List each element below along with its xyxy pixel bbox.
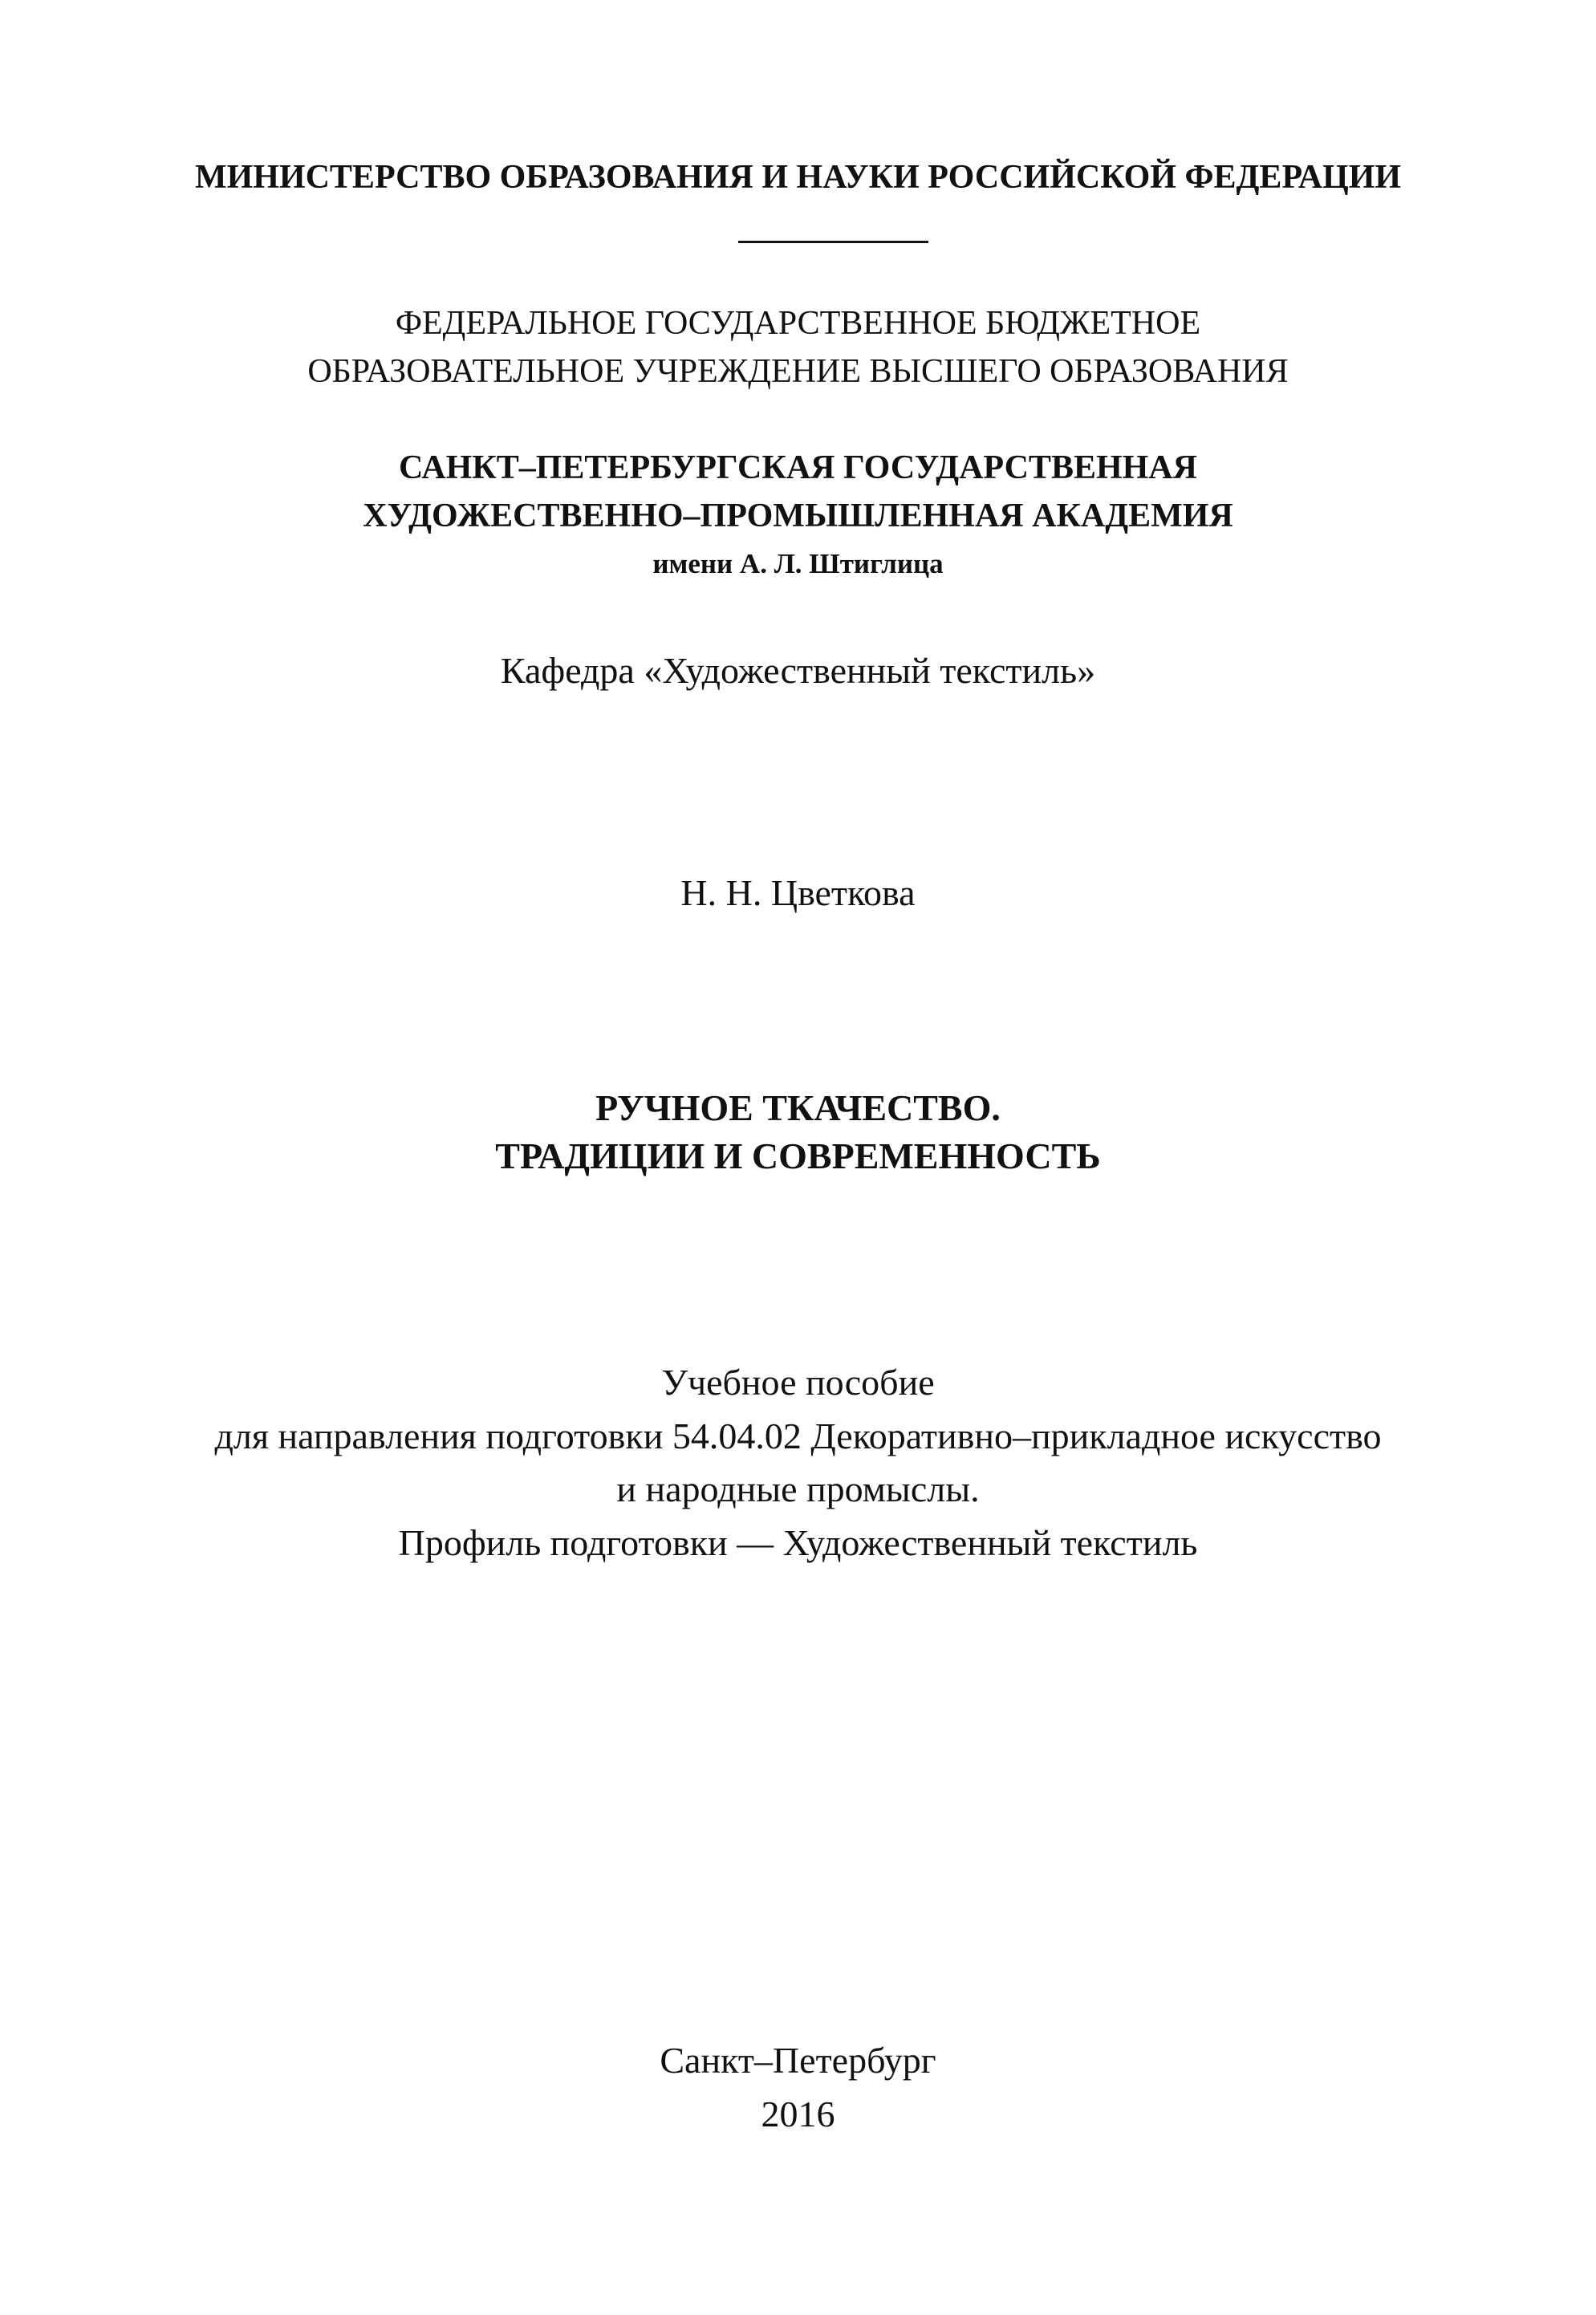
description-line2: для направления подготовки 54.04.02 Декоративно–прикладное искусство [214,1415,1382,1456]
description-line3: и народные промыслы. [616,1468,980,1509]
book-title-line2: ТРАДИЦИИ И СОВРЕМЕННОСТЬ [495,1135,1101,1176]
institution-type-line1: ФЕДЕРАЛЬНОЕ ГОСУДАРСТВЕННОЕ БЮДЖЕТНОЕ [395,305,1201,342]
description-line4: Профиль подготовки — Художественный текстиль [398,1522,1198,1563]
department-name: Кафедра «Художественный текстиль» [500,650,1096,691]
description-line1: Учебное пособие [661,1362,935,1403]
academy-name-line1: САНКТ–ПЕТЕРБУРГСКАЯ ГОСУДАРСТВЕННАЯ [399,449,1197,486]
institution-type-line2: ОБРАЗОВАТЕЛЬНОЕ УЧРЕЖДЕНИЕ ВЫСШЕГО ОБРАЗОВАНИЯ [307,353,1289,390]
ministry-heading: МИНИСТЕРСТВО ОБРАЗОВАНИЯ И НАУКИ РОССИЙСКОЙ ФЕДЕРАЦИИ [194,159,1402,196]
academy-name-line2: ХУДОЖЕСТВЕННО–ПРОМЫШЛЕННАЯ АКАДЕМИЯ [363,498,1233,534]
publication-year: 2016 [761,2094,835,2134]
publication-city: Санкт–Петербург [660,2040,936,2081]
book-title-line1: РУЧНОЕ ТКАЧЕСТВО. [595,1087,1001,1128]
academy-name-line3: имени А. Л. Штиглица [652,548,944,579]
separator-rule [738,241,928,243]
author-name: Н. Н. Цветкова [680,872,916,913]
